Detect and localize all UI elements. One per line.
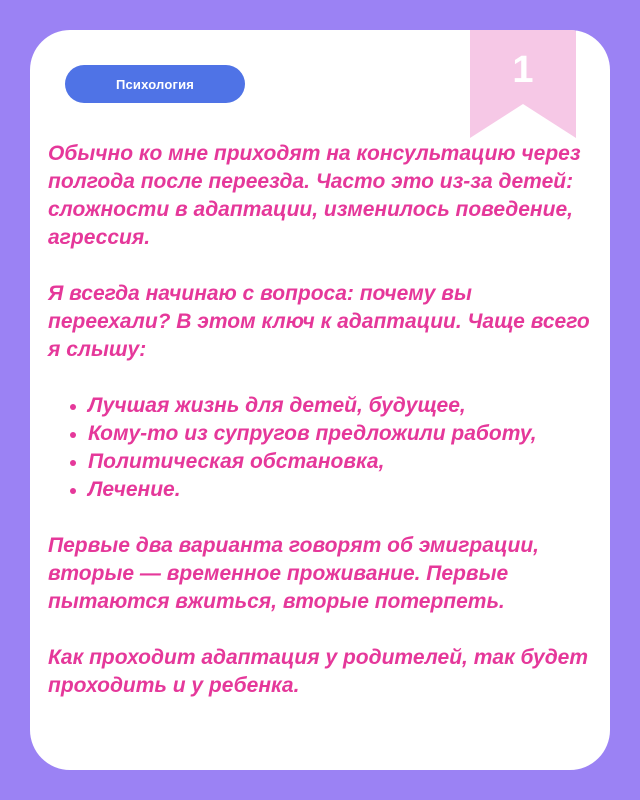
page-ribbon <box>470 30 576 138</box>
list-item <box>70 476 598 504</box>
list-item-text: Политическая обстановка, <box>88 450 385 473</box>
paragraph-intro: Обычно ко мне приходят на консультацию через полгода после переезда. Часто это из-за детей: сложности в адаптации, изменилось поведение, агрессия. <box>48 142 581 249</box>
reasons-list <box>48 392 598 504</box>
category-tag[interactable] <box>65 65 245 103</box>
page-number: 1 <box>512 49 534 91</box>
list-item <box>70 420 598 448</box>
list-item-text: Лучшая жизнь для детей, будущее, <box>88 394 466 417</box>
list-item <box>70 448 598 476</box>
list-item-text: Кому-то из супругов предложили работу, <box>88 422 537 445</box>
paragraph-conclusion: Как проходит адаптация у родителей, так будет проходить и у ребенка. <box>48 646 589 697</box>
list-item-text: Лечение. <box>88 478 181 501</box>
category-tag-label: Психология <box>115 76 195 92</box>
bullet-icon <box>70 488 76 494</box>
paragraph-question: Я всегда начинаю с вопроса: почему вы переехали? В этом ключ к адаптации. Чаще всего я слышу: <box>48 282 590 361</box>
bullet-icon <box>70 432 76 438</box>
bullet-icon <box>70 404 76 410</box>
list-item <box>70 392 598 420</box>
bullet-icon <box>70 460 76 466</box>
paragraph-variants: Первые два варианта говорят об эмиграции, вторые — временное проживание. Первые пытаются вжиться, вторые потерпеть. <box>48 534 539 613</box>
article-content <box>48 140 598 728</box>
content-card <box>30 30 610 770</box>
